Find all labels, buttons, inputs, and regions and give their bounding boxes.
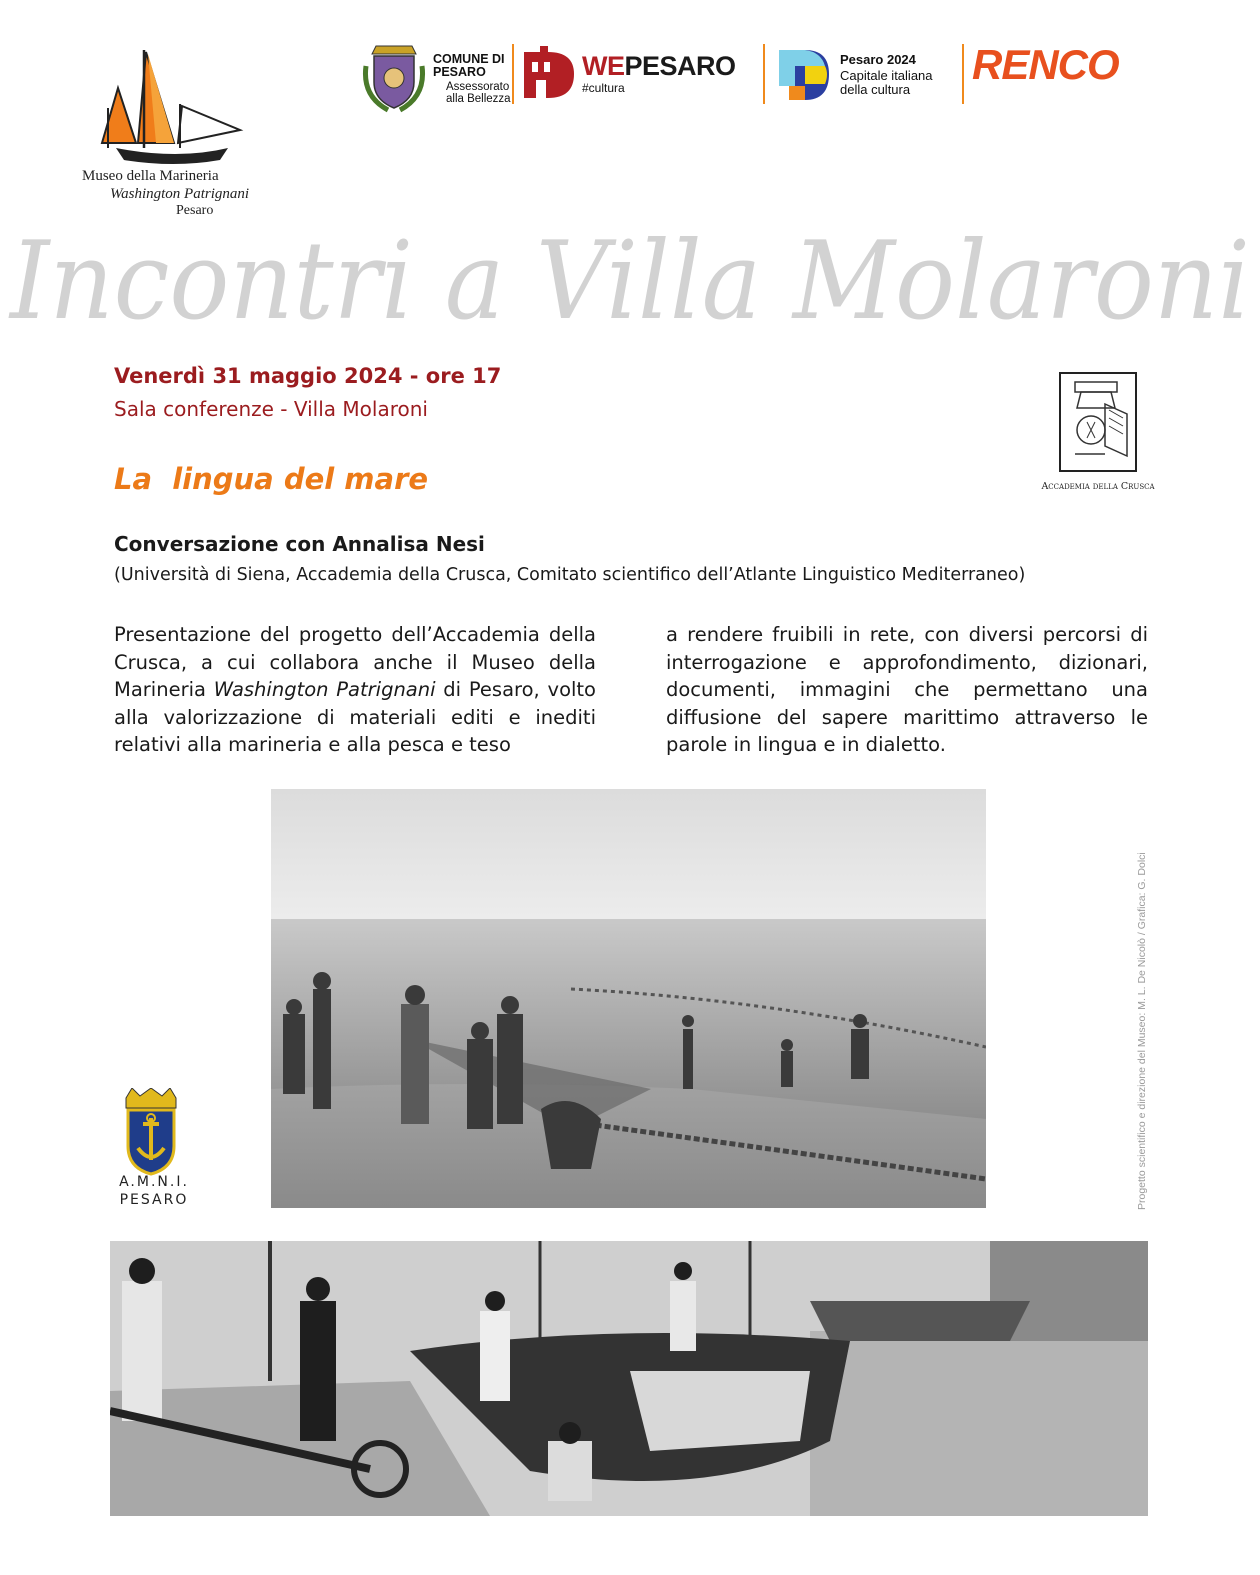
- wepesaro-tagline: #cultura: [582, 81, 625, 95]
- credits-text: Progetto scientifico e direzione del Museo: M. L. De Nicolò / Grafica: G. Dolci: [1136, 852, 1148, 1210]
- sieve-icon: [1061, 374, 1135, 470]
- museum-name-italic: Washington Patrignani: [213, 678, 436, 701]
- capitale-subtitle: Capitale italiana della cultura: [840, 68, 933, 97]
- museum-name-line2: Washington Patrignani: [110, 186, 250, 202]
- museum-name-line1: Museo della Marineria: [82, 168, 219, 184]
- speaker-affiliation: (Università di Siena, Accademia della Crusca, Comitato scientifico dell’Atlante Linguistico Mediterraneo): [114, 565, 1026, 585]
- wepesaro-logo-icon: [522, 44, 576, 104]
- wepesaro-we: WE: [582, 51, 625, 81]
- anchor-shield-icon: [118, 1088, 184, 1178]
- body-column-right: a rendere fruibili in rete, con diversi percorsi di interrogazione e approfondimento, dizionari, documenti, immagini che permettano una diffusione del sapere marittimo attraverso le parole in lingua e in dialetto.: [666, 623, 1148, 756]
- event-title: La lingua del mare: [114, 462, 429, 496]
- museum-logo: [78, 48, 278, 223]
- amni-emblem: [118, 1088, 184, 1180]
- script-title: [0, 218, 1260, 348]
- event-place: Sala conferenze - Villa Molaroni: [114, 397, 428, 421]
- sponsor-separator: [962, 44, 964, 104]
- body-text: Presentazione del progetto dell’Accademia della Crusca, a cui collabora anche il Museo della Marineria: [114, 623, 596, 701]
- crusca-emblem: [1059, 372, 1137, 472]
- sponsor-separator: [763, 44, 765, 104]
- sailboat-icon: [78, 48, 258, 170]
- wepesaro-wordmark: [582, 52, 736, 80]
- pesaro2024-logo-icon: [775, 46, 833, 104]
- event-date: Venerdì 31 maggio 2024 - ore 17: [114, 364, 502, 388]
- speaker-title: Conversazione con Annalisa Nesi: [114, 532, 485, 556]
- wepesaro-pesaro: PESARO: [624, 51, 736, 81]
- comune-crest-icon: [358, 36, 430, 116]
- crusca-label: Accademia della Crusca: [1041, 481, 1155, 492]
- comune-name: COMUNE DI PESARO: [433, 52, 505, 80]
- sponsor-separator: [512, 44, 514, 104]
- amni-city: PESARO: [119, 1192, 189, 1208]
- amni-name: A.M.N.I.: [119, 1174, 189, 1190]
- body-text: di Pesaro, volto alla valorizzazione di materiali editi e inediti relativi alla marineria e alla pesca e teso: [114, 678, 596, 756]
- script-title-text: Incontri a Villa Molaroni: [8, 219, 1250, 344]
- capitale-title: Pesaro 2024: [840, 52, 916, 67]
- comune-subtitle: Assessorato alla Bellezza: [446, 81, 511, 106]
- body-column-left: [114, 621, 596, 759]
- renco-logo: RENCO: [972, 41, 1119, 88]
- harbour-boats-photo: [110, 1241, 1148, 1516]
- museum-name-line3: Pesaro: [176, 203, 214, 218]
- beach-fishermen-photo: [271, 789, 986, 1208]
